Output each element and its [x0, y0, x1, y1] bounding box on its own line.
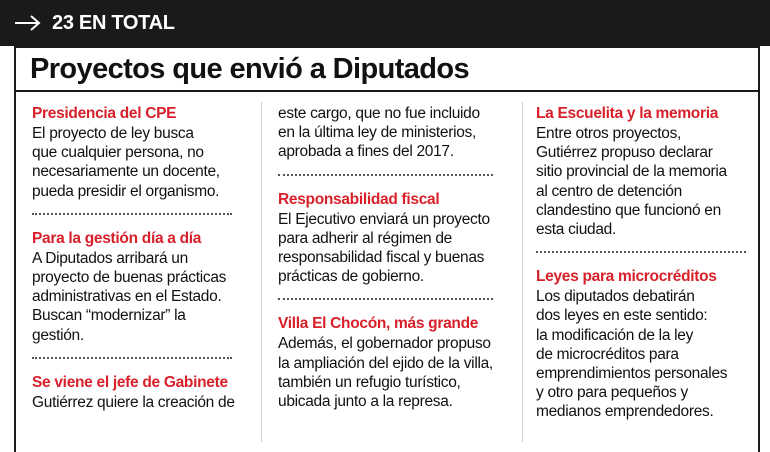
item-text-line: en la última ley de ministerios, — [278, 124, 477, 142]
item-text-line: sitio provincial de la memoria — [536, 163, 727, 181]
item-text-line: Además, el gobernador propuso — [278, 335, 491, 353]
item-escuelita-memoria — [536, 104, 766, 239]
item-text-line: clandestino que funcionó en — [536, 201, 721, 219]
dotted-separator — [32, 213, 232, 215]
dotted-separator — [278, 298, 493, 300]
item-text-line: y otro para pequeños y — [536, 384, 688, 402]
item-gestion-dia-a-dia — [32, 229, 262, 345]
item-heading: Villa El Chocón, más grande — [278, 315, 479, 333]
item-text-line: El proyecto de ley busca — [32, 125, 194, 142]
header-bar — [0, 0, 770, 46]
page-title: Proyectos que envió a Diputados — [30, 52, 470, 85]
item-text-line: de microcréditos para — [536, 345, 679, 363]
arrow-right-icon — [14, 14, 42, 32]
item-heading: Presidencia del CPE — [32, 105, 177, 122]
item-text-line: esta ciudad. — [536, 221, 616, 239]
item-text-line: responsabilidad fiscal y buenas — [278, 249, 485, 267]
item-text-line: aprobada a fines del 2017. — [278, 143, 454, 161]
item-text-line: al centro de detención — [536, 182, 682, 200]
item-text-line: también un refugio turístico, — [278, 373, 461, 391]
item-text-line: El Ejecutivo enviará un proyecto — [278, 210, 490, 228]
column-1 — [32, 104, 262, 412]
item-presidencia-cpe — [32, 104, 262, 201]
column-3 — [536, 104, 766, 422]
item-text-line: dos leyes en este sentido: — [536, 307, 708, 325]
item-text-line: prácticas de gobierno. — [278, 268, 424, 286]
item-text-line: ubicada junto a la represa. — [278, 393, 453, 411]
item-heading: Responsabilidad fiscal — [278, 190, 440, 208]
kicker-label: 23 EN TOTAL — [52, 11, 175, 34]
item-text-line: gestión. — [32, 326, 84, 344]
item-heading: Para la gestión día a día — [32, 229, 202, 247]
item-text-line: necesariamente un docente, — [32, 163, 220, 181]
item-text-line: para adherir al régimen de — [278, 229, 452, 247]
content-area — [14, 92, 760, 452]
item-text-line: pueda presidir el organismo. — [32, 182, 220, 200]
item-text-line: proyecto de buenas prácticas — [32, 269, 227, 287]
item-heading: Leyes para microcréditos — [536, 268, 717, 286]
item-heading: Se viene el jefe de Gabinete — [32, 373, 228, 391]
item-text-line: este cargo, que no fue incluido — [278, 105, 480, 122]
dotted-separator — [536, 251, 746, 253]
item-text-line: Entre otros proyectos, — [536, 125, 682, 142]
item-microcreditos — [536, 267, 766, 421]
item-text-line: la modificación de la ley — [536, 326, 694, 344]
dotted-separator — [32, 357, 232, 359]
item-heading: La Escuelita y la memoria — [536, 105, 719, 122]
item-villa-el-chocon — [278, 314, 508, 411]
item-text-line: emprendimientos personales — [536, 365, 728, 383]
title-box — [14, 46, 760, 92]
item-jefe-gabinete — [32, 373, 262, 412]
item-responsabilidad-fiscal — [278, 190, 508, 287]
kicker — [14, 8, 175, 38]
column-divider — [522, 102, 523, 442]
item-text-line: la ampliación del ejido de la villa, — [278, 354, 493, 372]
dotted-separator — [278, 174, 493, 176]
item-text-line: medianos emprendedores. — [536, 403, 714, 421]
item-text-line: que cualquier persona, no — [32, 144, 204, 162]
item-text-line: Gutiérrez quiere la creación de — [32, 393, 235, 411]
item-text-line: A Diputados arribará un — [32, 249, 188, 267]
item-text-line: Buscan “modernizar” la — [32, 307, 186, 325]
item-text-line: Los diputados debatirán — [536, 288, 695, 306]
item-jefe-gabinete-continued — [278, 104, 508, 162]
column-2 — [278, 104, 508, 411]
item-text-line: Gutiérrez propuso declarar — [536, 144, 713, 162]
item-text-line: administrativas en el Estado. — [32, 288, 222, 306]
